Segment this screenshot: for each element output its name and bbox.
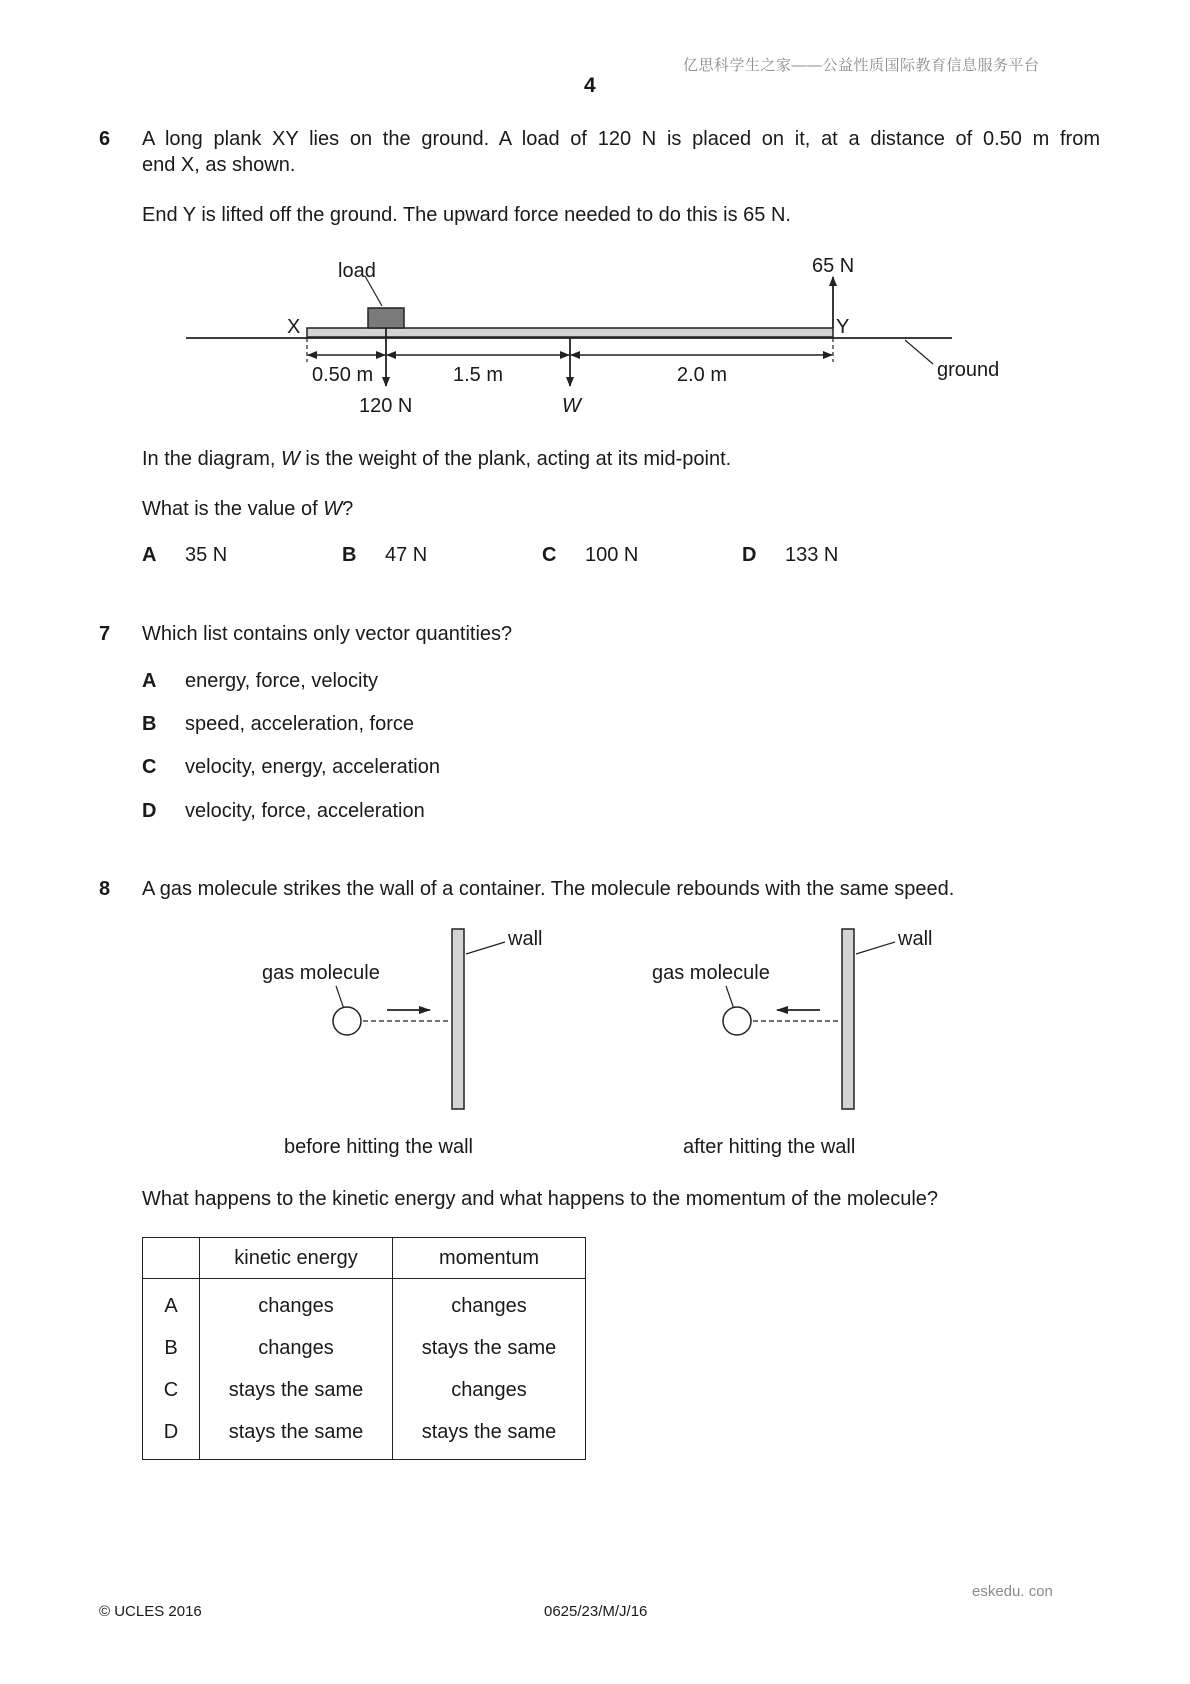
q7-option-b-letter: B [142,713,157,735]
row-letter: A [143,1279,200,1328]
wall-before [452,929,464,1109]
wall-after [842,929,854,1109]
question-8-prompt: What happens to the kinetic energy and what happens to the momentum of the molecule? [142,1188,939,1210]
q6-option-a-letter: A [142,544,157,566]
wall-after-label: wall [898,928,933,950]
plank-diagram [0,0,1190,430]
header-kinetic-energy: kinetic energy [200,1238,393,1279]
answer-table-header [143,1238,586,1279]
q6-option-c-text: 100 N [585,544,639,566]
footer-copyright: © UCLES 2016 [99,1603,202,1620]
molecule-before-leader [336,986,344,1009]
wall-after-leader [856,942,895,954]
header-blank [143,1238,200,1279]
momentum-cell: stays the same [393,1411,586,1460]
wall-before-leader [466,942,505,954]
end-x-label: X [287,316,301,338]
question-6-text-line2: end X, as shown. [142,154,296,176]
q7-option-b-text: speed, acceleration, force [185,713,415,735]
q6-option-b-text: 47 N [385,544,428,566]
row-letter: D [143,1411,200,1460]
q6-option-b-letter: B [342,544,357,566]
kinetic-energy-cell: changes [200,1327,393,1369]
q6-option-a-text: 35 N [185,544,228,566]
q7-option-a-text: energy, force, velocity [185,670,379,692]
kinetic-energy-cell: stays the same [200,1369,393,1411]
molecule-before [333,1007,361,1035]
kinetic-energy-cell: changes [200,1279,393,1328]
footer-paper-code: 0625/23/M/J/16 [544,1603,648,1620]
kinetic-energy-cell: stays the same [200,1411,393,1460]
q7-option-c-text: velocity, energy, acceleration [185,756,440,778]
question-6-condition: End Y is lifted off the ground. The upward force needed to do this is 65 N. [142,204,791,226]
table-row [143,1369,586,1411]
table-row [143,1327,586,1369]
q6-option-c-letter: C [542,544,557,566]
momentum-cell: changes [393,1369,586,1411]
load-force-label: 120 N [359,395,413,417]
load-label: load [338,260,376,282]
q6-option-d-text: 133 N [785,544,839,566]
dist-0-50m-label: 0.50 m [312,364,374,386]
momentum-cell: changes [393,1279,586,1328]
upward-force-label: 65 N [812,255,855,277]
molecule-after [723,1007,751,1035]
question-6-weight-note: In the diagram, W is the weight of the plank, acting at its mid-point. [142,448,732,470]
q7-option-d-text: velocity, force, acceleration [185,800,425,822]
molecule-before-label: gas molecule [262,962,380,984]
row-letter: B [143,1327,200,1369]
before-diagram [262,928,542,1158]
q7-option-c-letter: C [142,756,157,778]
question-7-number: 7 [99,623,111,645]
after-diagram [652,928,932,1158]
load-block [368,308,404,328]
end-y-label: Y [836,316,850,338]
ground-leader-line [905,340,933,364]
weight-label: W [562,395,581,417]
molecule-diagram [0,900,1190,1170]
row-letter: C [143,1369,200,1411]
question-7-text: Which list contains only vector quantities? [142,623,513,645]
watermark-header: 亿思科学生之家——公益性质国际教育信息服务平台 [683,57,1040,74]
question-6-number: 6 [99,128,111,150]
q7-option-d-letter: D [142,800,157,822]
table-row [143,1411,586,1460]
wall-before-label: wall [508,928,543,950]
answer-table [142,1237,586,1460]
q7-option-a-letter: A [142,670,157,692]
question-6-text-line1: A long plank XY lies on the ground. A load of 120 N is placed on it, at a distance of 0.50 m from [142,128,1100,150]
question-6-prompt: What is the value of W? [142,498,354,520]
header-momentum: momentum [393,1238,586,1279]
watermark-footer: eskedu. con [972,1583,1053,1600]
before-caption: before hitting the wall [284,1136,474,1158]
after-caption: after hitting the wall [683,1136,856,1158]
q6-option-d-letter: D [742,544,757,566]
momentum-cell: stays the same [393,1327,586,1369]
question-8-text: A gas molecule strikes the wall of a container. The molecule rebounds with the same speed. [142,878,955,900]
dist-2-0m-label: 2.0 m [677,364,728,386]
molecule-after-leader [726,986,734,1009]
ground-label: ground [937,359,1000,381]
table-row [143,1279,586,1328]
question-8-number: 8 [99,878,111,900]
molecule-after-label: gas molecule [652,962,770,984]
page-number: 4 [584,74,596,97]
dist-1-5m-label: 1.5 m [453,364,504,386]
